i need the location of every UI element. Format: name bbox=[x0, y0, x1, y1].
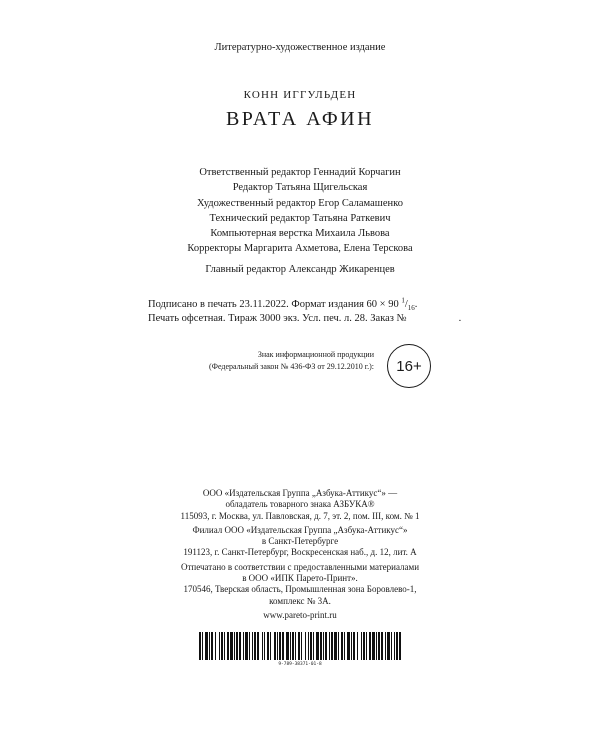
barcode-bar bbox=[236, 632, 238, 660]
credit-line: Технический редактор Татьяна Раткевич bbox=[209, 212, 391, 224]
barcode-bar bbox=[366, 632, 367, 660]
barcode-bar bbox=[227, 632, 229, 660]
barcode-bar bbox=[298, 632, 300, 660]
barcode-bar bbox=[316, 632, 319, 660]
credit-line: Компьютерная верстка Михаила Львова bbox=[210, 228, 390, 240]
barcode-bar bbox=[313, 632, 314, 660]
barcode-bar bbox=[234, 632, 235, 660]
barcode-bar bbox=[205, 632, 208, 660]
barcode-bar bbox=[305, 632, 306, 660]
barcode-bar bbox=[245, 632, 248, 660]
barcode-bar bbox=[277, 632, 278, 660]
author-name: КОНН ИГГУЛЬДЕН bbox=[243, 89, 357, 101]
publisher-branch: Филиал ООО «Издательская Группа „Азбука-Аттикус“» в Санкт-Петербурге 191123, г. Санкт-Петербург, Воскресенская наб., д. 12, лит. А bbox=[183, 524, 417, 558]
barcode-bar bbox=[301, 632, 302, 660]
barcode-bar bbox=[338, 632, 339, 660]
barcode-bar bbox=[267, 632, 269, 660]
barcode-bar bbox=[286, 632, 289, 660]
credit-line: Художественный редактор Егор Саламашенко bbox=[197, 197, 403, 209]
barcode-bar bbox=[224, 632, 225, 660]
barcode-bar bbox=[353, 632, 355, 660]
barcode-bar bbox=[344, 632, 345, 660]
barcode-bar bbox=[279, 632, 281, 660]
barcode-bar bbox=[347, 632, 350, 660]
barcode-bar bbox=[372, 632, 375, 660]
barcode-bar bbox=[329, 632, 330, 660]
format-fraction-numerator: 1 bbox=[401, 296, 405, 305]
barcode-bar bbox=[323, 632, 324, 660]
barcode-bar bbox=[219, 632, 220, 660]
print-info-line-1: Подписано в печать 23.11.2022. Формат издания 60 × 90 $^1/_{16}$. bbox=[148, 296, 418, 313]
print-info-line-2: Печать офсетная. Тираж 3000 экз. Усл. печ. л. 28. Заказ № . bbox=[148, 313, 462, 324]
barcode-bar bbox=[351, 632, 352, 660]
barcode-bar bbox=[385, 632, 386, 660]
publisher-info bbox=[0, 488, 600, 621]
chief-editor: Главный редактор Александр Жикаренцев bbox=[205, 263, 395, 275]
barcode-bar bbox=[264, 632, 265, 660]
barcode-bar bbox=[308, 632, 309, 660]
print-info bbox=[148, 298, 468, 326]
barcode-bar bbox=[230, 632, 233, 660]
barcode-bar bbox=[202, 632, 203, 660]
barcode-bar bbox=[211, 632, 213, 660]
barcode-bar bbox=[262, 632, 263, 660]
barcode-bar bbox=[254, 632, 256, 660]
barcode-bar bbox=[243, 632, 244, 660]
barcode-bar bbox=[369, 632, 371, 660]
barcode-bar bbox=[252, 632, 253, 660]
barcode-bar bbox=[199, 632, 201, 660]
barcode-bar bbox=[292, 632, 294, 660]
barcode-bars bbox=[199, 632, 401, 660]
barcode-bar bbox=[334, 632, 337, 660]
barcode-bar bbox=[270, 632, 271, 660]
barcode-bar bbox=[310, 632, 312, 660]
printer-info: Отпечатано в соответствии с предоставленными материалами в ООО «ИПК Парето-Принт». 170546, Тверская область, Промышленная зона Боровлево-1, комплекс № 3А. bbox=[180, 561, 420, 606]
barcode-bar bbox=[357, 632, 358, 660]
barcode-bar bbox=[295, 632, 296, 660]
age-rating-text: Знак информационной продукции (Федеральный закон № 436-ФЗ от 29.12.2010 г.): bbox=[208, 350, 374, 371]
barcode-bar bbox=[282, 632, 284, 660]
barcode-bar bbox=[257, 632, 259, 660]
barcode-bar bbox=[376, 632, 377, 660]
barcode-bar bbox=[274, 632, 276, 660]
credit-line: Корректоры Маргарита Ахметова, Елена Терскова bbox=[187, 243, 413, 255]
barcode bbox=[199, 632, 401, 672]
barcode-number: 9-789-38371-01-8 bbox=[278, 662, 322, 667]
printer-website: www.pareto-print.ru bbox=[263, 609, 337, 620]
barcode-bar bbox=[396, 632, 398, 660]
age-rating-badge: 16+ bbox=[387, 344, 431, 388]
book-title: ВРАТА АФИН bbox=[225, 108, 375, 130]
barcode-bar bbox=[363, 632, 365, 660]
credit-line: Ответственный редактор Геннадий Корчагин bbox=[199, 167, 401, 178]
barcode-bar bbox=[381, 632, 383, 660]
edition-type: Литературно-художественное издание bbox=[214, 42, 386, 53]
barcode-bar bbox=[361, 632, 362, 660]
credit-line: Редактор Татьяна Щигельская bbox=[232, 182, 368, 194]
barcode-bar bbox=[320, 632, 322, 660]
barcode-bar bbox=[325, 632, 327, 660]
barcode-bar bbox=[399, 632, 401, 660]
barcode-bar bbox=[341, 632, 343, 660]
barcode-bar bbox=[331, 632, 333, 660]
format-fraction-denominator: 16 bbox=[407, 304, 415, 313]
barcode-bar bbox=[221, 632, 223, 660]
barcode-bar bbox=[387, 632, 390, 660]
barcode-bar bbox=[290, 632, 291, 660]
credits-list bbox=[0, 165, 600, 277]
barcode-bar bbox=[239, 632, 241, 660]
barcode-bar bbox=[378, 632, 380, 660]
barcode-bar bbox=[394, 632, 395, 660]
barcode-bar bbox=[249, 632, 250, 660]
barcode-bar bbox=[209, 632, 210, 660]
barcode-bar bbox=[391, 632, 392, 660]
age-rating-block bbox=[150, 344, 450, 390]
barcode-bar bbox=[215, 632, 216, 660]
publisher-main: ООО «Издательская Группа „Азбука-Аттикус“» — обладатель товарного знака АЗБУКА® 115093, г. Москва, ул. Павловская, д. 7, эт. 2, пом. III, ком. № 1 bbox=[180, 488, 420, 521]
